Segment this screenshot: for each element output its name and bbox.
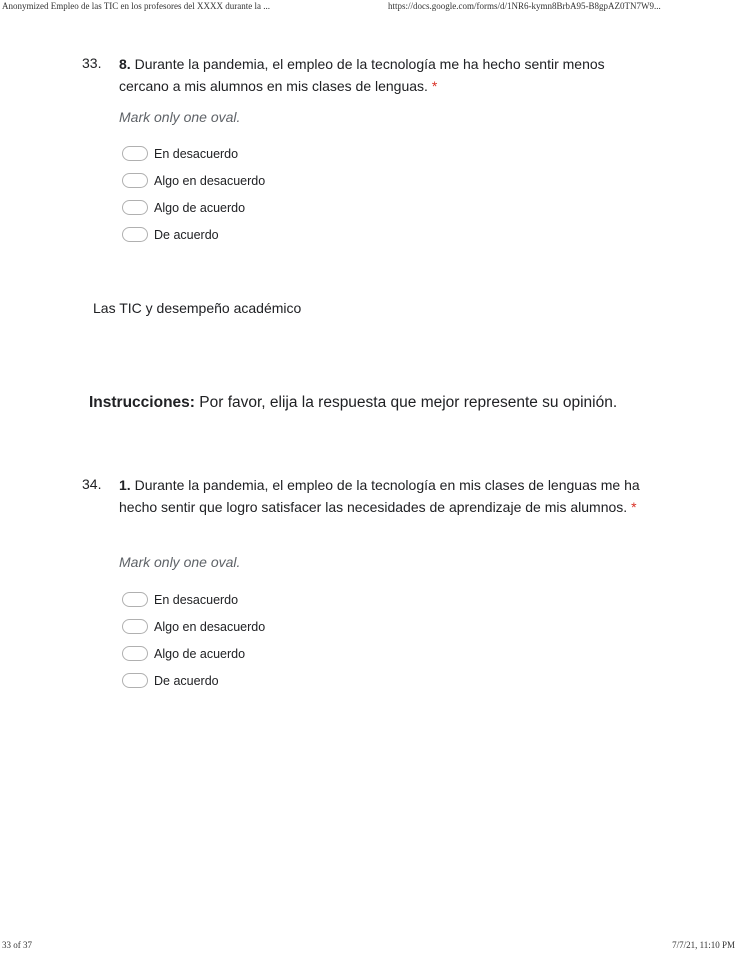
mark-hint: Mark only one oval. <box>119 109 241 125</box>
page-number: 33 of 37 <box>2 940 32 950</box>
instructions-text: Por favor, elija la respuesta que mejor represente su opinión. <box>199 394 618 411</box>
section-title: Las TIC y desempeño académico <box>93 300 302 316</box>
question-number: 34. <box>82 476 102 492</box>
instructions <box>89 394 617 412</box>
print-datetime: 7/7/21, 11:10 PM <box>672 940 735 950</box>
option-en-desacuerdo[interactable] <box>122 586 265 613</box>
print-header-url: https://docs.google.com/forms/d/1NR6-kymn8BrbA95-B8gpAZ0TN7W9... <box>388 1 661 11</box>
options-list <box>122 140 265 248</box>
option-label: Algo en desacuerdo <box>154 173 266 188</box>
option-label: De acuerdo <box>154 673 219 688</box>
required-asterisk: * <box>431 78 438 94</box>
instructions-label: Instrucciones: <box>89 394 195 411</box>
option-label: Algo en desacuerdo <box>154 619 266 634</box>
question-text <box>119 53 644 97</box>
print-header <box>0 1 737 13</box>
option-label: En desacuerdo <box>154 592 239 607</box>
print-footer <box>0 940 737 952</box>
radio-oval[interactable] <box>122 227 148 242</box>
radio-oval[interactable] <box>122 619 148 634</box>
question-body: Durante la pandemia, el empleo de la tecnología en mis clases de lenguas me ha hecho sentir que logro satisfacer las necesidades de aprendizaje de mis alumnos. <box>119 477 640 515</box>
radio-oval[interactable] <box>122 673 148 688</box>
option-label: Algo de acuerdo <box>154 200 246 215</box>
print-header-title: Anonymized Empleo de las TIC en los profesores del XXXX durante la ... <box>2 1 271 11</box>
question-body: Durante la pandemia, el empleo de la tecnología me ha hecho sentir menos cercano a mis alumnos en mis clases de lenguas. <box>119 56 605 94</box>
option-label: De acuerdo <box>154 227 219 242</box>
options-list <box>122 586 265 694</box>
question-text <box>119 474 644 518</box>
option-label: En desacuerdo <box>154 146 239 161</box>
option-algo-en-desacuerdo[interactable] <box>122 167 265 194</box>
radio-oval[interactable] <box>122 592 148 607</box>
option-algo-de-acuerdo[interactable] <box>122 194 265 221</box>
mark-hint: Mark only one oval. <box>119 554 241 570</box>
option-label: Algo de acuerdo <box>154 646 246 661</box>
radio-oval[interactable] <box>122 200 148 215</box>
radio-oval[interactable] <box>122 173 148 188</box>
radio-oval[interactable] <box>122 146 148 161</box>
option-de-acuerdo[interactable] <box>122 221 265 248</box>
question-sub-number: 8. <box>119 56 131 72</box>
option-en-desacuerdo[interactable] <box>122 140 265 167</box>
question-sub-number: 1. <box>119 477 131 493</box>
option-algo-de-acuerdo[interactable] <box>122 640 265 667</box>
option-algo-en-desacuerdo[interactable] <box>122 613 265 640</box>
required-asterisk: * <box>631 499 637 515</box>
radio-oval[interactable] <box>122 646 148 661</box>
question-number: 33. <box>82 55 102 71</box>
option-de-acuerdo[interactable] <box>122 667 265 694</box>
